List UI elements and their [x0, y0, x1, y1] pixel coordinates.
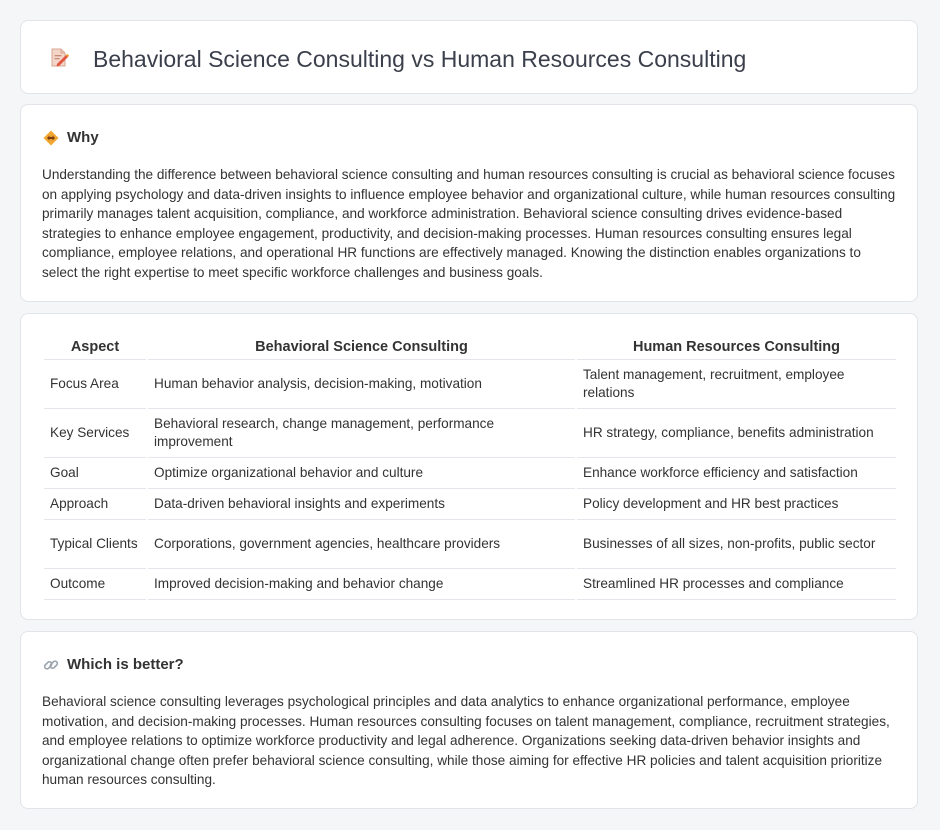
table-row: [44, 489, 896, 520]
why-text: Understanding the difference between behavioral science consulting and human resources consulting is crucial as behavioral science focuses on applying psychology and data-driven insights to influence employee behavior and organizational culture, while human resources consulting primarily manages talent acquisition, compliance, and workforce administration. Behavioral science consulting drives evidence-based strategies to enhance employee engagement, productivity, and decision-making processes. Human resources consulting ensures legal compliance, employee relations, and operational HR functions are effectively managed. Knowing the distinction enables organizations to select the right expertise to meet specific workforce challenges and business goals.: [42, 167, 896, 280]
why-heading-label: Why: [67, 129, 99, 146]
why-heading: [43, 129, 99, 147]
comparison-table: [42, 335, 898, 600]
cell-behavioral-science: Corporations, government agencies, healthcare providers: [148, 520, 575, 569]
cell-human-resources: HR strategy, compliance, benefits administration: [577, 409, 896, 458]
cell-behavioral-science: Human behavior analysis, decision-making, motivation: [148, 360, 575, 409]
table-row: [44, 409, 896, 458]
diamond-arrows-icon: [43, 130, 59, 146]
cell-behavioral-science: Improved decision-making and behavior change: [148, 569, 575, 600]
cell-behavioral-science: Data-driven behavioral insights and experiments: [148, 489, 575, 520]
table-row: [44, 520, 896, 569]
cell-aspect: Key Services: [44, 409, 146, 458]
cell-human-resources: Streamlined HR processes and compliance: [577, 569, 896, 600]
comparison-card: [20, 313, 918, 620]
cell-aspect: Approach: [44, 489, 146, 520]
better-text: Behavioral science consulting leverages psychological principles and data analytics to enhance organizational performance, employee motivation, and decision-making processes. Human resources consulting focuses on talent management, compliance, recruitment strategies, and employee relations to optimize workforce productivity and legal adherence. Organizations seeking data-driven behavior insights and organizational change often prefer behavioral science consulting, while those aiming for effective HR policies and talent acquisition prioritize human resources consulting.: [42, 694, 890, 787]
cell-aspect: Typical Clients: [44, 520, 146, 569]
cell-human-resources: Policy development and HR best practices: [577, 489, 896, 520]
header-behavioral-science: Behavioral Science Consulting: [148, 335, 575, 360]
better-heading: [43, 656, 184, 674]
table-row: [44, 569, 896, 600]
cell-aspect: Goal: [44, 458, 146, 489]
which-is-better-card: [20, 631, 918, 809]
table-row: [44, 458, 896, 489]
cell-aspect: Outcome: [44, 569, 146, 600]
table-header-row: [44, 335, 896, 360]
better-heading-label: Which is better?: [67, 656, 184, 673]
cell-human-resources: Enhance workforce efficiency and satisfaction: [577, 458, 896, 489]
cell-aspect: Focus Area: [44, 360, 146, 409]
title-card: [20, 20, 918, 94]
cell-human-resources: Talent management, recruitment, employee relations: [577, 360, 896, 409]
header-aspect: Aspect: [44, 335, 146, 360]
table-row: [44, 360, 896, 409]
cell-behavioral-science: Optimize organizational behavior and culture: [148, 458, 575, 489]
why-card: [20, 104, 918, 302]
document-edit-icon: [48, 47, 70, 69]
page-title: Behavioral Science Consulting vs Human Resources Consulting: [93, 46, 747, 72]
link-icon: [43, 657, 59, 673]
cell-human-resources: Businesses of all sizes, non-profits, public sector: [577, 520, 896, 569]
header-human-resources: Human Resources Consulting: [577, 335, 896, 360]
cell-behavioral-science: Behavioral research, change management, performance improvement: [148, 409, 575, 458]
